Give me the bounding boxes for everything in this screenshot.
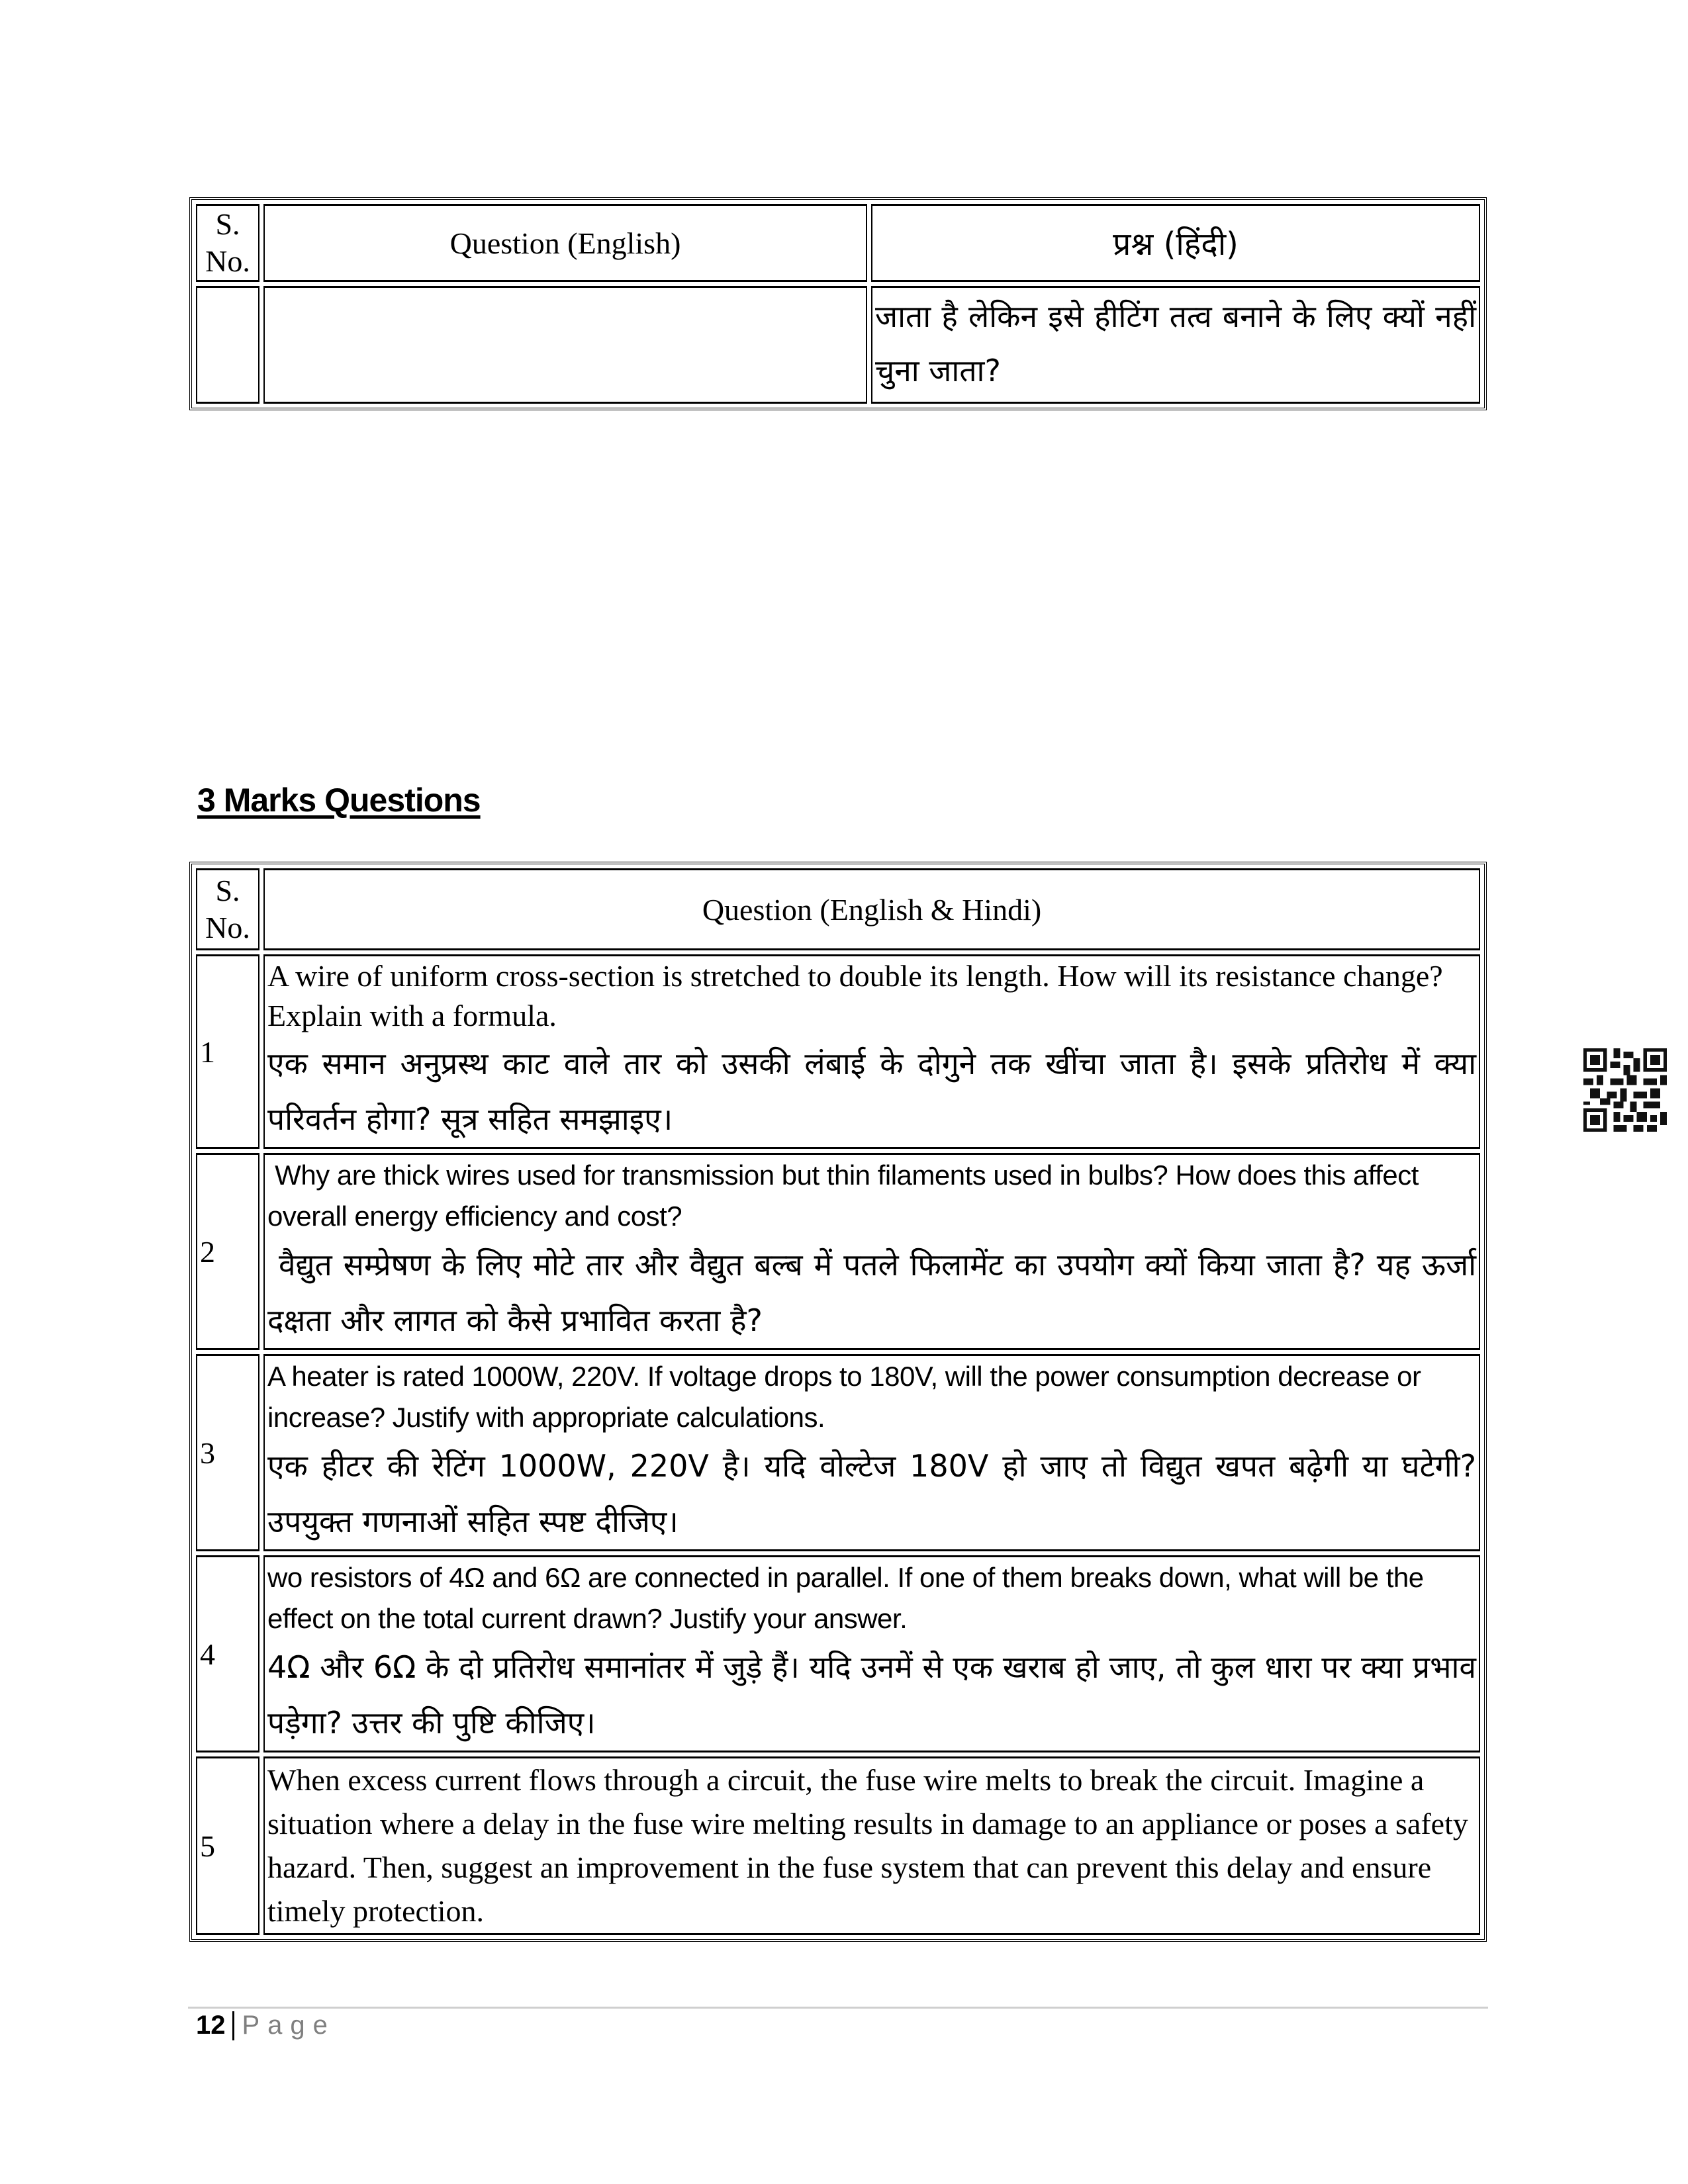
row-question xyxy=(263,1756,1480,1935)
row-sno-value: 2 xyxy=(200,1234,215,1269)
row-sno-value: 4 xyxy=(200,1637,215,1671)
table-row xyxy=(196,286,1480,404)
header-question xyxy=(263,868,1480,950)
question-english: Why are thick wires used for transmission but thin filaments used in bulbs? How does this affect overall energy efficiency and cost? xyxy=(267,1160,1427,1232)
continued-question-table xyxy=(189,197,1487,410)
header-question-english xyxy=(263,204,867,282)
three-marks-question-table xyxy=(189,862,1487,1942)
row-sno xyxy=(196,1354,259,1551)
question-english: When excess current flows through a circuit, the fuse wire melts to break the circuit. Imagine a situation where a delay in the fuse wire melting results in damage to an appliance or poses a safety hazard. Then, suggest an improvement in the fuse system that can prevent this delay and ensure timely protection. xyxy=(267,1763,1468,1928)
header-question-hindi xyxy=(871,204,1480,282)
question-english: A heater is rated 1000W, 220V. If voltage drops to 180V, will the power consumption decrease or increase? Justify with appropriate calculations. xyxy=(267,1361,1421,1433)
question-english: A wire of uniform cross-section is stretched to double its length. How will its resistance change? Explain with a formula. xyxy=(267,959,1443,1032)
row-question-hindi xyxy=(871,286,1480,404)
row-sno-value: 3 xyxy=(200,1435,215,1470)
table-row xyxy=(196,954,1480,1149)
row-sno-value: 5 xyxy=(200,1829,215,1863)
row-sno xyxy=(196,954,259,1149)
row-question xyxy=(263,1354,1480,1551)
page-number-separator xyxy=(232,2011,234,2040)
question-hindi: एक समान अनुप्रस्थ काट वाले तार को उसकी लंबाई के दोगुने तक खींचा जाता है। इसके प्रतिरोध में क्या परिवर्तन होगा? सूत्र सहित समझाइए। xyxy=(267,1046,1476,1137)
table-row xyxy=(196,1354,1480,1551)
row-question-english xyxy=(263,286,867,404)
page-label: Page xyxy=(242,2011,336,2040)
table-row xyxy=(196,1555,1480,1752)
row-sno xyxy=(196,1555,259,1752)
page-number: 12 xyxy=(196,2011,226,2040)
header-sno-label: S. No. xyxy=(205,207,250,278)
table-header-row xyxy=(196,868,1480,950)
qr-code-icon[interactable] xyxy=(1583,1048,1667,1132)
header-sno-label: S. No. xyxy=(205,874,250,944)
question-hindi: 4Ω और 6Ω के दो प्रतिरोध समानांतर में जुड़े हैं। यदि उनमें से एक खराब हो जाए, तो कुल धारा पर क्या प्रभाव पड़ेगा? उत्तर की पुष्टि कीजिए। xyxy=(267,1649,1476,1741)
header-question-english-label: Question (English) xyxy=(449,226,681,260)
page-footer xyxy=(196,2011,336,2040)
table-row xyxy=(196,1756,1480,1935)
table-row xyxy=(196,1153,1480,1350)
question-hindi: एक हीटर की रेटिंग 1000W, 220V है। यदि वोल्टेज 180V हो जाए तो विद्युत खपत बढ़ेगी या घटेगी? उपयुक्त गणनाओं सहित स्पष्ट दीजिए। xyxy=(267,1448,1476,1539)
table-header-row xyxy=(196,204,1480,282)
question-hindi: वैद्युत सम्प्रेषण के लिए मोटे तार और वैद्युत बल्ब में पतले फिलामेंट का उपयोग क्यों किया जाता है? यह ऊर्जा दक्षता और लागत को कैसे प्रभावित करता है? xyxy=(267,1247,1486,1338)
header-sno xyxy=(196,204,259,282)
header-question-hindi-label: प्रश्न (हिंदी) xyxy=(1113,225,1239,263)
header-question-label: Question (English & Hindi) xyxy=(702,892,1042,927)
row-question xyxy=(263,954,1480,1149)
header-sno xyxy=(196,868,259,950)
question-english: wo resistors of 4Ω and 6Ω are connected in parallel. If one of them breaks down, what will be the effect on the total current drawn? Justify your answer. xyxy=(267,1562,1424,1634)
row-question-hindi-text: जाता है लेकिन इसे हीटिंग तत्व बनाने के लिए क्यों नहीं चुना जाता? xyxy=(875,298,1476,388)
footer-divider xyxy=(188,2007,1488,2009)
row-sno xyxy=(196,1756,259,1935)
row-sno-value: 1 xyxy=(200,1034,215,1069)
row-question xyxy=(263,1555,1480,1752)
row-sno xyxy=(196,1153,259,1350)
row-question xyxy=(263,1153,1486,1350)
row-sno xyxy=(196,286,259,404)
section-title: 3 Marks Questions xyxy=(197,782,481,819)
